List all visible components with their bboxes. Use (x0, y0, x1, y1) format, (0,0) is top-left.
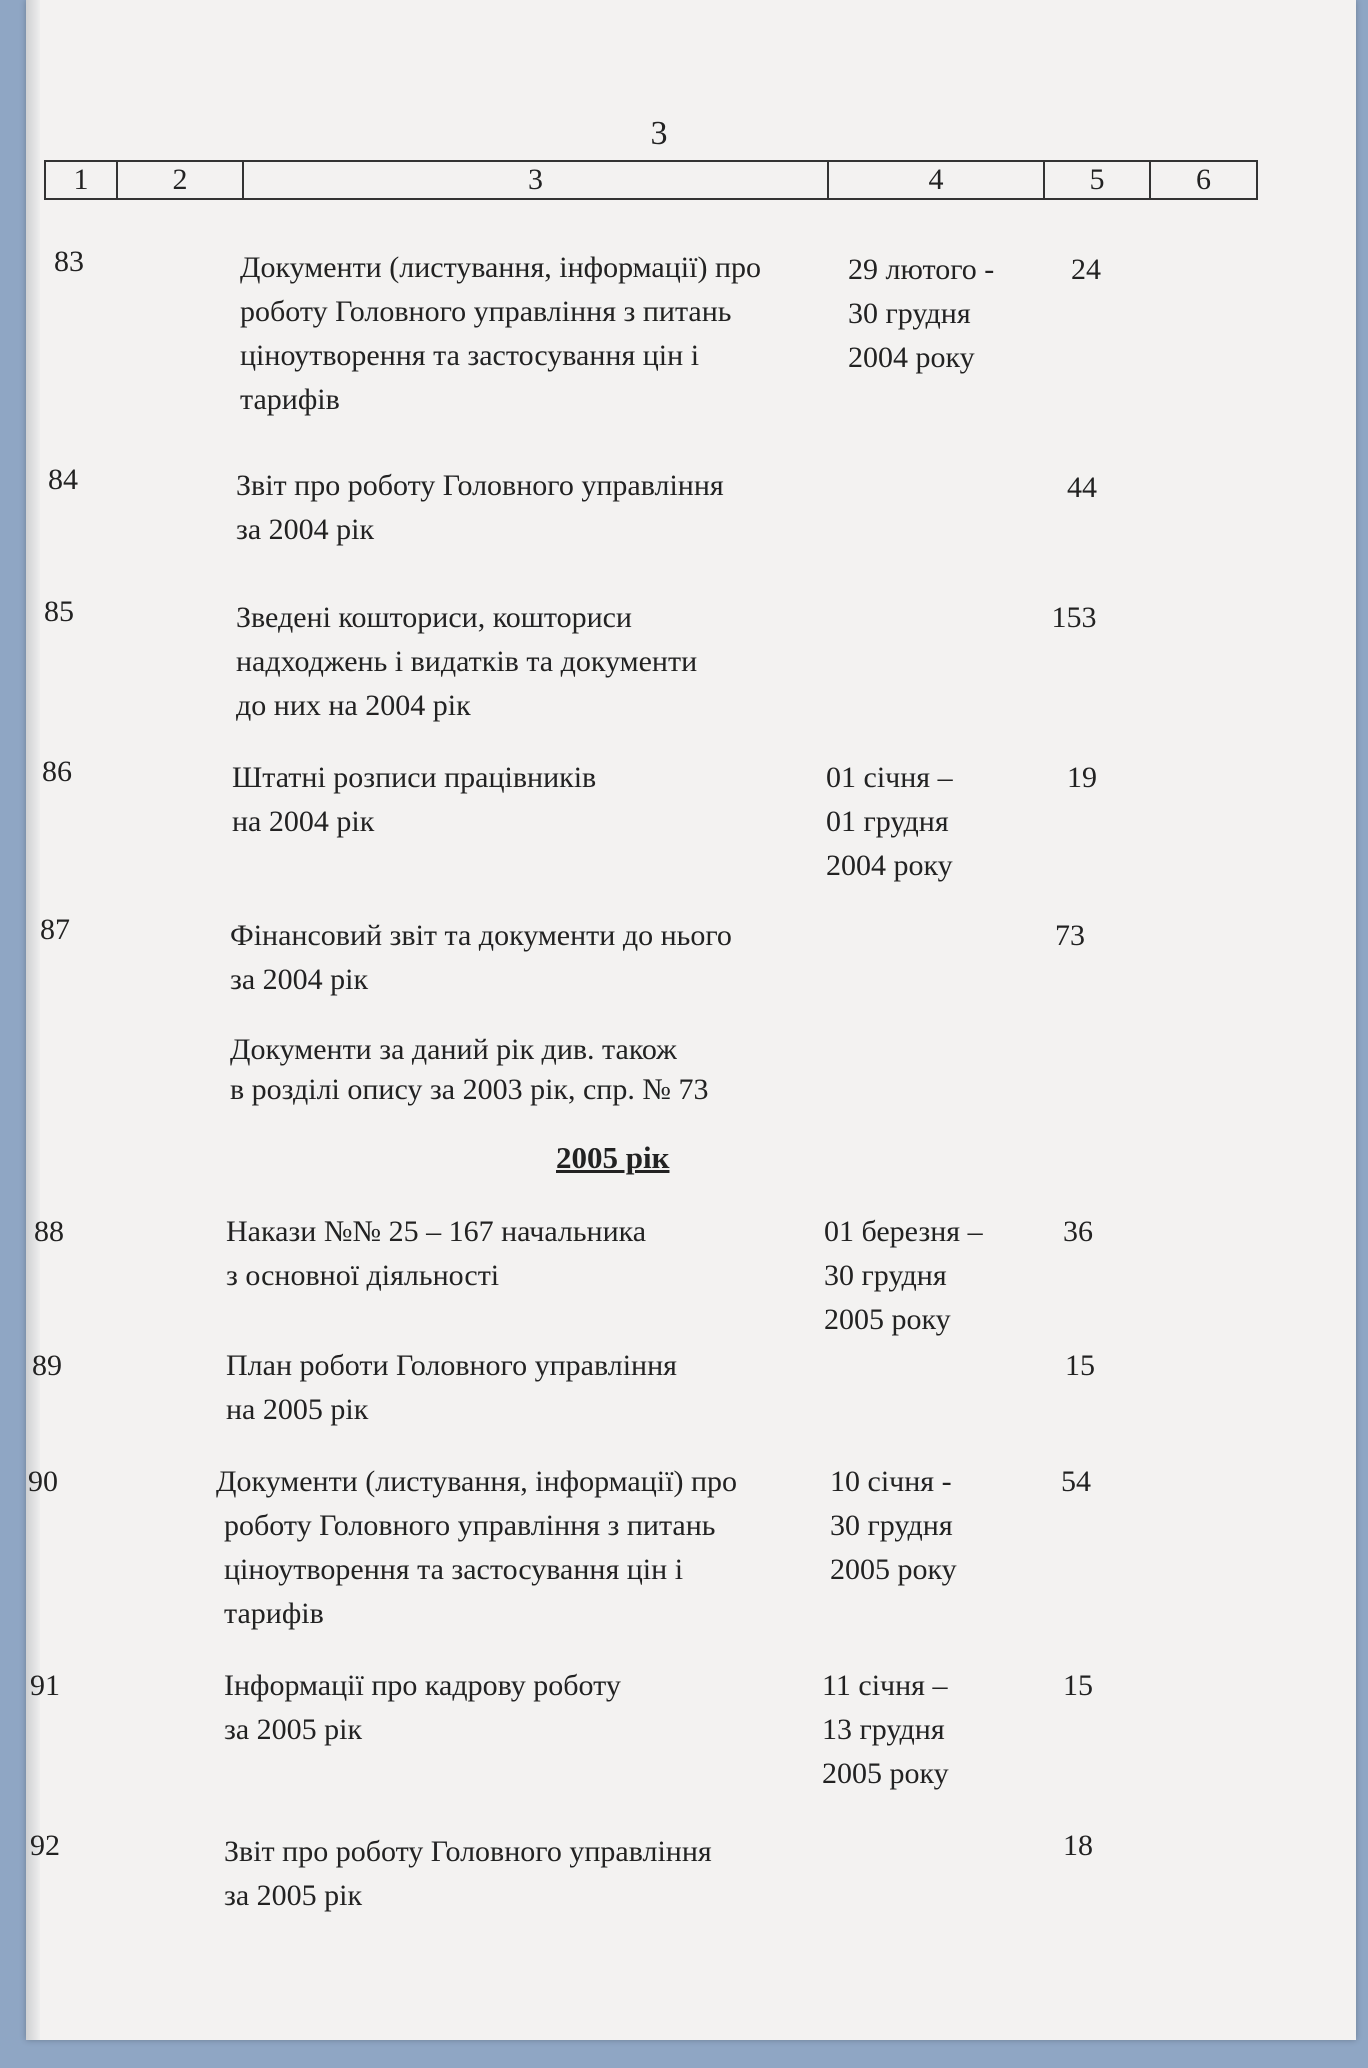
entry-title: Документи (листування, інформації) про роботу Головного управління з питань ціноутворення та застосування цін і тарифів (216, 1465, 738, 1630)
entry-dates: 01 січня – 01 грудня 2004 року (826, 761, 953, 882)
cross-reference-note: Документи за даний рік див. також в розділі опису за 2003 рік, спр. № 73 (230, 1033, 709, 1106)
entry-sheet-count: 15 (1065, 1349, 1095, 1382)
column-header: 5 (1044, 161, 1150, 199)
entry-dates: 29 лютого - 30 грудня 2004 року (848, 253, 995, 374)
entry-sheet-count: 19 (1067, 761, 1097, 794)
entry-title: Інформації про кадрову роботу за 2005 рік (224, 1669, 621, 1746)
entry-number: 90 (28, 1465, 58, 1498)
entry-title: Накази №№ 25 – 167 начальника з основної діяльності (226, 1215, 647, 1292)
entry-sheet-count: 44 (1067, 471, 1097, 504)
entry-number: 87 (40, 913, 70, 946)
entry-number: 92 (30, 1829, 60, 1862)
entry-dates: 10 січня - 30 грудня 2005 року (830, 1465, 957, 1586)
column-header: 3 (243, 161, 828, 199)
entry-number: 89 (32, 1349, 62, 1382)
year-heading: 2005 рік (556, 1140, 670, 1175)
entry-dates: 11 січня – 13 грудня 2005 року (822, 1669, 949, 1790)
entry-number: 83 (54, 245, 84, 278)
entry-sheet-count: 54 (1061, 1465, 1091, 1498)
entry-sheet-count: 73 (1055, 919, 1085, 952)
column-header: 1 (45, 161, 117, 199)
entry-sheet-count: 18 (1063, 1829, 1093, 1862)
column-header: 4 (828, 161, 1044, 199)
entry-sheet-count: 24 (1071, 253, 1101, 286)
entry-sheet-count: 153 (1051, 601, 1097, 634)
entry-number: 85 (44, 595, 74, 628)
entry-number: 86 (42, 755, 72, 788)
entry-title: Фінансовий звіт та документи до нього за 2004 рік (230, 919, 732, 996)
entry-title: Документи (листування, інформації) про роботу Головного управління з питань ціноутворення та застосування цін і тарифів (240, 251, 762, 416)
entry-sheet-count: 36 (1063, 1215, 1093, 1248)
page-number: 3 (650, 115, 668, 152)
column-header: 6 (1150, 161, 1257, 199)
entry-number: 88 (34, 1215, 64, 1248)
document-page (26, 0, 1356, 2040)
page-binding-edge (26, 0, 40, 2040)
entry-title: Звіт про роботу Головного управління за 2004 рік (236, 469, 724, 546)
entry-title: План роботи Головного управління на 2005 рік (226, 1349, 677, 1426)
column-header-table (44, 160, 1258, 200)
entry-title: Зведені кошториси, кошториси надходжень і видатків та документи до них на 2004 рік (236, 601, 698, 722)
column-header: 2 (117, 161, 243, 199)
entry-number: 84 (48, 463, 78, 496)
entry-dates: 01 березня – 30 грудня 2005 року (824, 1215, 983, 1336)
entry-title: Звіт про роботу Головного управління за 2005 рік (224, 1835, 712, 1912)
entry-title: Штатні розписи працівників на 2004 рік (232, 761, 597, 838)
entry-sheet-count: 15 (1063, 1669, 1093, 1702)
entry-number: 91 (30, 1669, 60, 1702)
